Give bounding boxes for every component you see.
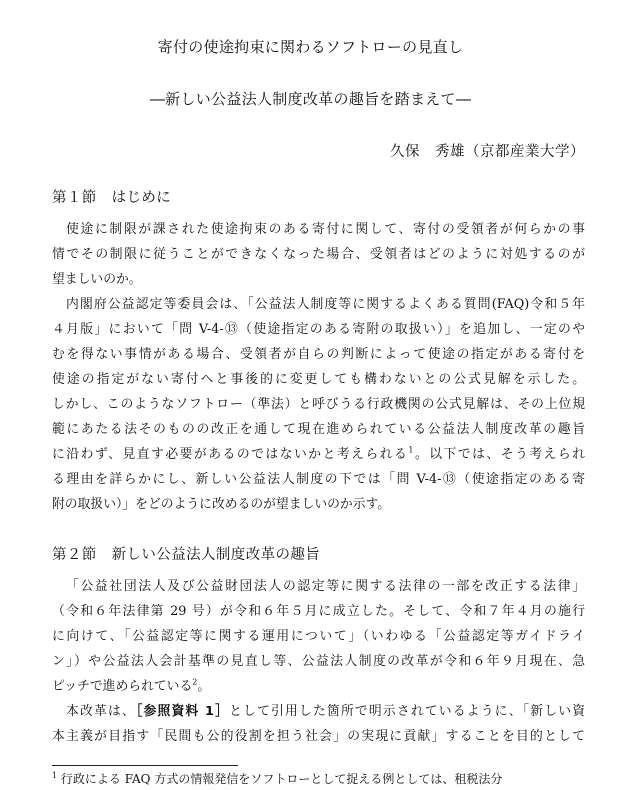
paragraph-line: むを得ない事情がある場合、受領者が自らの判断によって使途の指定がある寄付を (52, 347, 585, 362)
paragraph-text: 。以下では、そう考えられ (413, 447, 585, 462)
paragraph-text: に沿わず、見直す必要があるのではないかと考えられる (52, 447, 409, 462)
reference-label: ［参照資料 1］ (135, 704, 230, 719)
paragraph-line: 範にあたる法そのものの改正を通して現在進められている公益法人制度改革の趣旨 (52, 422, 585, 437)
paragraph-line: しかし、このようなソフトロー（準法）と呼びうる行政機関の公式見解は、その上位規 (52, 397, 585, 412)
paragraph-line (52, 471, 585, 488)
paragraph-line (66, 703, 585, 720)
section-1-heading: 第１節 はじめに (52, 190, 172, 206)
paragraph-line: ン」）や公益法人会計基準の見直し等、公益法人制度の改革が令和６年９月現在、急 (52, 654, 585, 669)
paragraph-text: 本改革は、 (66, 704, 136, 719)
document-subtitle: ―新しい公益法人制度改革の趣旨を踏まえて― (149, 90, 472, 108)
paragraph-line (52, 678, 585, 695)
paragraph-text: ピッチで進められている (52, 679, 193, 694)
paragraph-line: に向けて、「公益認定等に関する運用について」（いわゆる「公益認定等ガイドライ (52, 629, 585, 644)
paragraph-line: ４月版」において「問 V-4-⑬（使途指定のある寄附の取扱い）」を追加し、一定のや (52, 322, 585, 337)
paragraph-line (52, 446, 585, 463)
footnote-text: 行政による FAQ 方式の情報発信をソフトローとして捉える例としては、租税法分 (60, 772, 503, 786)
footnote-reference[interactable]: 1 (408, 446, 414, 455)
paragraph-line: 情でその制限に従うことができなくなった場合、受領者はどのように対処するのが (52, 247, 585, 262)
section-2-heading: 第２節 新しい公益法人制度改革の趣旨 (52, 547, 321, 563)
footnote-divider (52, 765, 238, 766)
paragraph-line: 使途の指定がない寄付へと事後的に変更しても構わないとの公式見解を示した。 (52, 372, 585, 387)
paragraph-line: 「公益社団法人及び公益財団法人の認定等に関する法律の一部を改正する法律」 (66, 579, 585, 594)
paragraph-line: 内閣府公益認定等委員会は、｢公益法人制度等に関するよくある質問(FAQ)令和５年 (66, 297, 585, 312)
document-title: 寄付の使途拘束に関わるソフトローの見直し (157, 38, 464, 56)
paragraph-line: 附の取扱い）」をどのように改めるのが望ましいのか示す。 (52, 497, 391, 512)
paragraph-line: 本主義が目指す「民間も公的役割を担う社会」の実現に貢献」することを目的として (52, 729, 585, 744)
author-affiliation: 久保 秀雄（京都産業大学） (390, 144, 585, 160)
paragraph-line: 使途に制限が課された使途拘束のある寄付に関して、寄付の受領者が何らかの事 (66, 222, 585, 237)
paragraph-line: （令和６年法律第 29 号）が令和６年５月に成立した。そして、令和７年４月の施行 (52, 604, 585, 619)
paragraph-text: 。 (197, 679, 211, 694)
paragraph-text: として引用した箇所で明示されているように、「新しい資 (229, 704, 585, 719)
footnote-number: 1 (52, 771, 58, 780)
paragraph-line: 望ましいのか。 (52, 272, 142, 287)
footnote (52, 771, 585, 787)
paragraph-text: る (52, 472, 67, 487)
paragraph-text: 理由を詳らかにし、新しい公益法人制度の下では「問 V-4-⑬（使途指定のある寄 (66, 472, 585, 487)
footnote-reference[interactable]: 2 (192, 678, 198, 687)
